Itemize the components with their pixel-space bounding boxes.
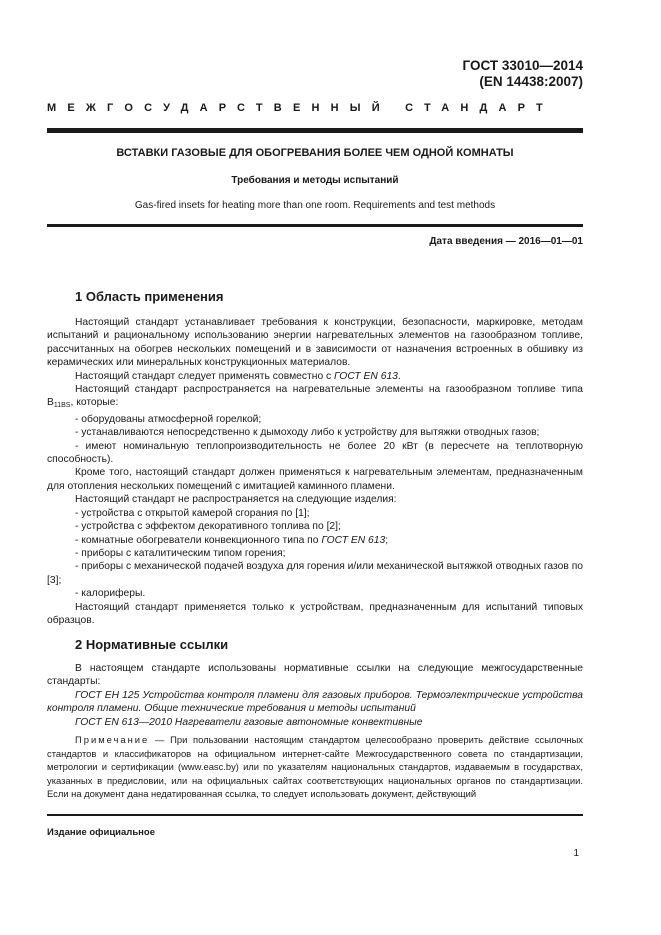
list-item: - устройства с открытой камерой сгорания по [1];	[75, 507, 310, 519]
text: , которые:	[70, 397, 119, 409]
paragraph: Настоящий стандарт не распространяется на следующие изделия:	[75, 494, 397, 506]
page-number: 1	[573, 848, 579, 859]
note-label: Примечание	[75, 734, 150, 745]
standard-reference: ГОСТ EN 613	[321, 534, 386, 546]
footer-divider	[47, 814, 583, 816]
section-1-heading: 1 Область применения	[75, 289, 224, 304]
section-1-body	[47, 316, 583, 627]
text: .	[397, 370, 401, 382]
list-item: - приборы с механической подачей воздуха для горения и/или механической вытяжкой отводных газов по [3];	[47, 561, 583, 586]
list-item: - устанавливаются непосредственно к дымоходу либо к устройству для вытяжки отводных газов;	[75, 427, 540, 439]
note-text: — При пользовании настоящим стандартом целесообразно проверить действие ссылочных стандартов и классификаторов на официальном интернет-сайте Межгосударственного совета по стандартизации, метрологии и сертификации (www.easc.by) или по указателям национальных стандартов, издаваемым в государствах, указанных в предисловии, или на официальных сайтах соответствующих национальных органов по стандартизации. Если на документ дана недатированная ссылка, то следует использовать документ, действующий	[47, 734, 583, 800]
introduction-date: Дата введения — 2016—01—01	[429, 236, 583, 247]
normative-reference: ГОСТ EN 613—2010 Нагреватели газовые автономные конвективные	[75, 716, 423, 728]
list-item: - имеют номинальную теплопроизводительность не более 20 кВт (в пересчете на теплотворную способность).	[47, 440, 583, 466]
english-title: Gas-fired insets for heating more than one room. Requirements and test methods	[134, 200, 496, 211]
list-item: - оборудованы атмосферной горелкой;	[75, 413, 262, 425]
title-divider	[47, 224, 583, 227]
paragraph: В настоящем стандарте использованы нормативные ссылки на следующие межгосударственные стандарты:	[47, 663, 583, 688]
top-divider	[47, 128, 583, 133]
list-item: - устройства с эффектом декоративного топлива по [2];	[75, 521, 341, 533]
standard-reference: ГОСТ EN 613	[334, 370, 398, 382]
text: ;	[385, 534, 389, 546]
note-block	[47, 733, 583, 801]
document-subtitle: Требования и методы испытаний	[231, 175, 399, 186]
list-item	[47, 534, 583, 547]
paragraph: Кроме того, настоящий стандарт должен применяться к нагревательным элементам, предназначенным для отопления нескольких помещений с имитацией каминного пламени.	[47, 467, 583, 492]
paragraph: Настоящий стандарт устанавливает требования к конструкции, безопасности, маркировке, методам испытаний и рациональному использованию энергии нагревательных элементов на газообразном топливе, рассчитанных на обогрев нескольких помещений и в зависимости от назначения встроенных в обшивку из керамических или минеральных конструкционных материалов.	[47, 317, 583, 369]
subscript: 11BS	[53, 402, 71, 410]
en-number: (EN 14438:2007)	[479, 74, 583, 89]
paragraph	[47, 383, 583, 413]
text: - комнатные обогреватели конвекционного типа по	[75, 534, 322, 546]
text: Настоящий стандарт следует применять совместно с	[75, 370, 335, 382]
list-item: - калориферы.	[75, 588, 146, 600]
edition-label: Издание официальное	[47, 827, 155, 838]
text: Настоящий стандарт распространяется на нагревательные элементы на газообразном топливе типа В	[47, 384, 583, 409]
paragraph	[47, 370, 583, 383]
document-number-block	[463, 58, 583, 90]
section-2-heading: 2 Нормативные ссылки	[75, 637, 229, 652]
note	[47, 733, 583, 801]
section-2-body	[47, 662, 583, 729]
list-item: - приборы с каталитическим типом горения;	[75, 547, 286, 559]
normative-reference: ГОСТ EH 125 Устройства контроля пламени для газовых приборов. Термоэлектрические устройства контроля пламени. Общие технические требования и методы испытаний	[47, 689, 583, 715]
paragraph: Настоящий стандарт применяется только к устройствам, предназначенным для испытаний типовых образцов.	[47, 601, 583, 626]
gost-number: ГОСТ 33010—2014	[462, 58, 583, 73]
interstate-standard-label: МЕЖГОСУДАРСТВЕННЫЙ СТАНДАРТ	[47, 102, 554, 114]
document-title: ВСТАВКИ ГАЗОВЫЕ ДЛЯ ОБОГРЕВАНИЯ БОЛЕЕ ЧЕМ ОДНОЙ КОМНАТЫ	[116, 147, 514, 159]
